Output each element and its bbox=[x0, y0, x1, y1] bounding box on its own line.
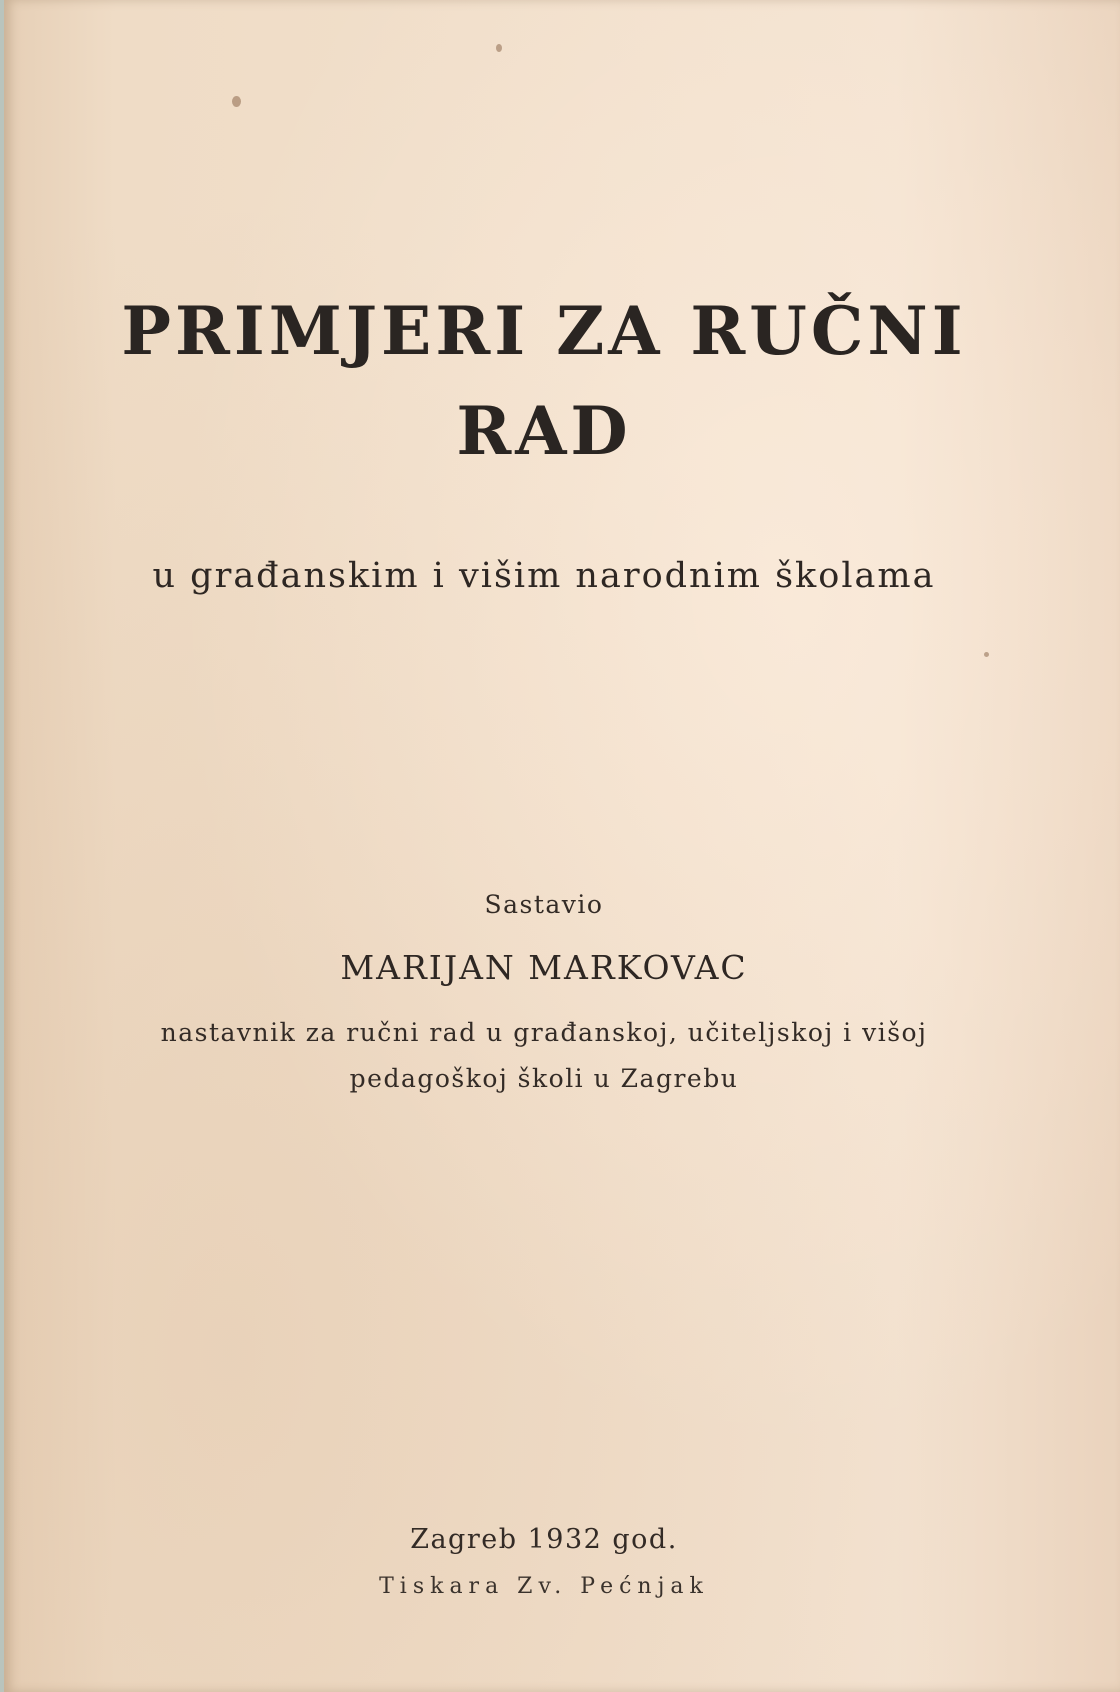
ink-spot bbox=[496, 44, 502, 52]
ink-spot bbox=[232, 96, 241, 107]
book-title-line-1: PRIMJERI ZA RUČNI bbox=[121, 292, 967, 370]
title-page bbox=[4, 0, 1120, 1692]
author-description-line-1: nastavnik za ručni rad u građanskoj, učiteljskoj i višoj bbox=[160, 1018, 928, 1047]
author-name: MARIJAN MARKOVAC bbox=[340, 948, 748, 987]
book-title-line-2: RAD bbox=[456, 392, 632, 470]
compiled-by-label: Sastavio bbox=[484, 890, 604, 919]
author-description-line-2: pedagoškoj školi u Zagrebu bbox=[349, 1064, 739, 1093]
book-subtitle: u građanskim i višim narodnim školama bbox=[152, 556, 936, 596]
printer-name: Tiskara Zv. Pećnjak bbox=[379, 1574, 709, 1599]
place-and-year: Zagreb 1932 god. bbox=[410, 1524, 678, 1555]
ink-spot bbox=[984, 652, 989, 657]
